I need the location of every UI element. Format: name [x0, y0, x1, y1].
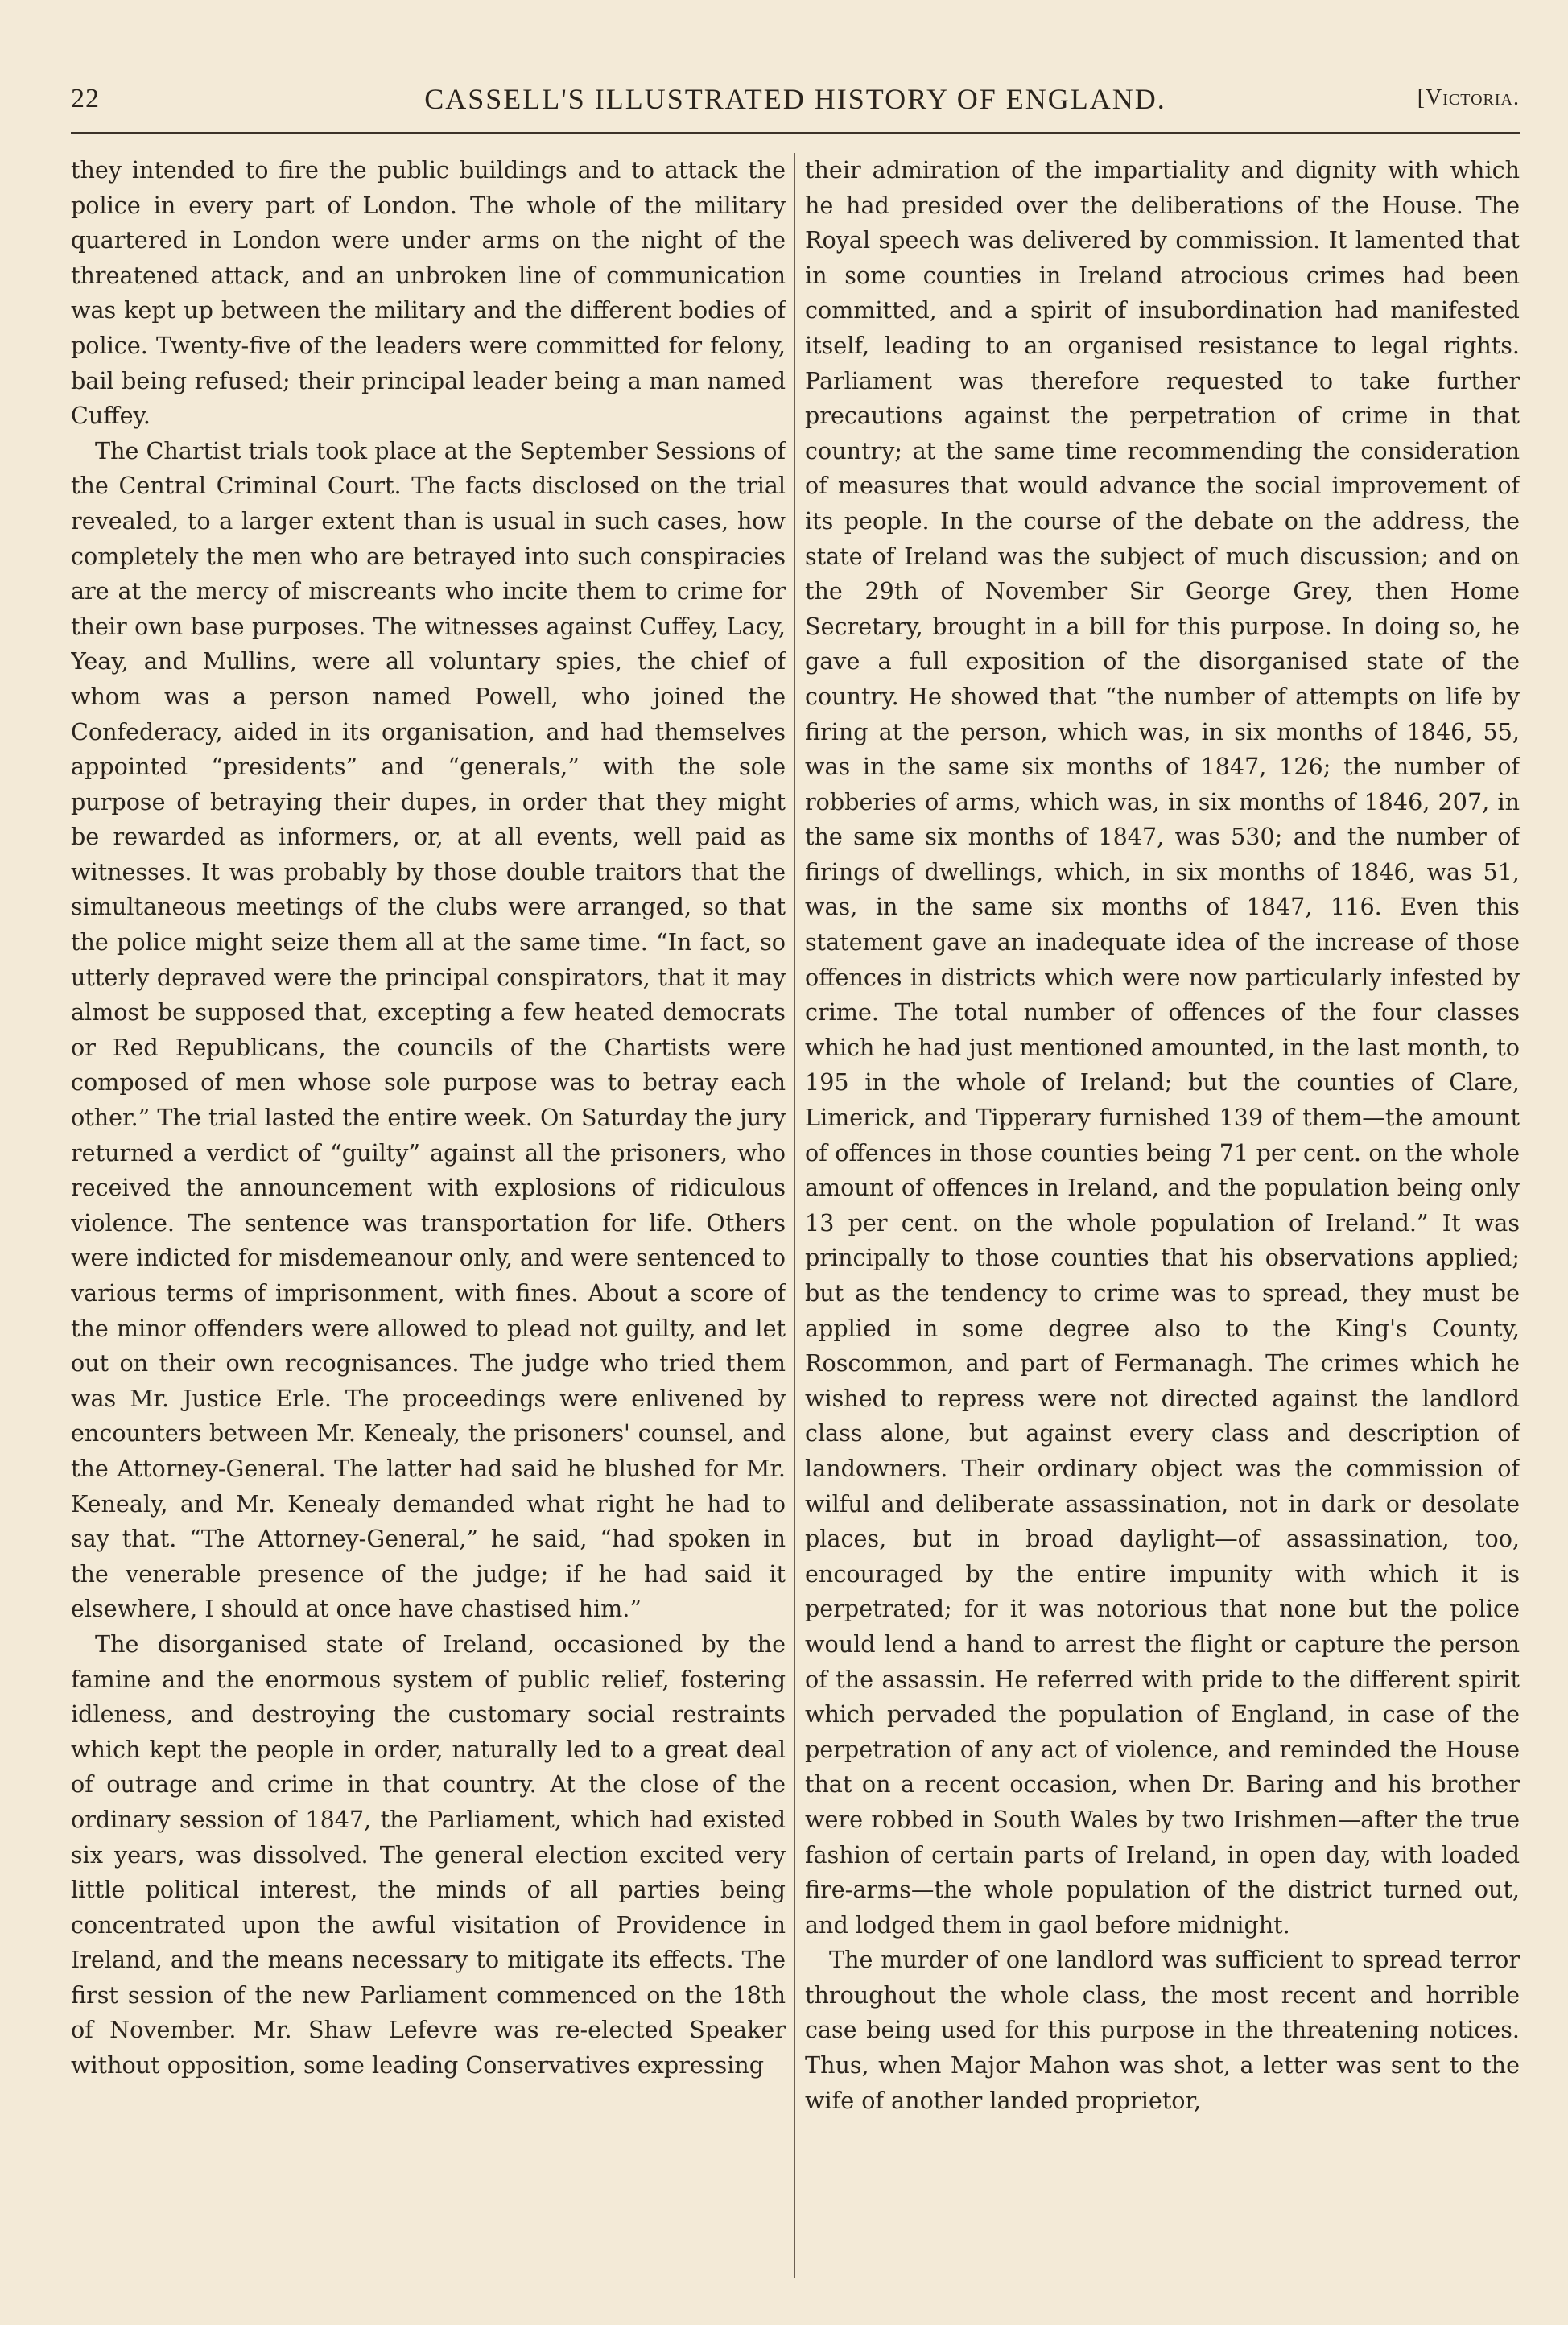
header-rule	[71, 132, 1520, 134]
paragraph: The Chartist trials took place at the September Sessions of the Central Criminal Court. The facts disclosed on the trial revealed, to a larger extent than is usual in such cases, how completely the men who are betrayed into such conspiracies are at the mercy of miscreants who incite them to crime for their own base purposes. The witnesses against Cuffey, Lacy, Yeay, and Mullins, were all voluntary spies, the chief of whom was a person named Powell, who joined the Confederacy, aided in its organisation, and had themselves appointed “presidents” and “generals,” with the sole purpose of betraying their dupes, in order that they might be rewarded as informers, or, at all events, well paid as witnesses. It was probably by those double traitors that the simultaneous meetings of the clubs were arranged, so that the police might seize them all at the same time. “In fact, so utterly depraved were the principal conspirators, that it may almost be supposed that, excepting a few heated democrats or Red Republicans, the councils of the Chartists were composed of men whose sole purpose was to betray each other.” The trial lasted the entire week. On Saturday the jury returned a verdict of “guilty” against all the prisoners, who received the announcement with explosions of ridiculous violence. The sentence was transportation for life. Others were indicted for misdemeanour only, and were sentenced to various terms of imprisonment, with fines. About a score of the minor offenders were allowed to plead not guilty, and let out on their own recognisances. The judge who tried them was Mr. Justice Erle. The proceedings were enlivened by encounters between Mr. Kenealy, the prisoners' counsel, and the Attorney-General. The latter had said he blushed for Mr. Kenealy, and Mr. Kenealy demanded what right he had to say that. “The Attorney-General,” he said, “had spoken in the venerable presence of the judge; if he had said it elsewhere, I should at once have chastised him.”	[71, 436, 786, 1623]
right-column	[805, 153, 1520, 2278]
paragraph: their admiration of the impartiality and dignity with which he had presided over the deliberations of the House. The Royal speech was delivered by commission. It lamented that in some counties in Ireland atrocious crimes had been committed, and a spirit of insubordination had manifested itself, leading to an organised resistance to legal rights. Parliament was therefore requested to take further precautions against the perpetration of crime in that country; at the same time recommending the consideration of measures that would advance the social improvement of its people. In the course of the debate on the address, the state of Ireland was the subject of much discussion; and on the 29th of November Sir George Grey, then Home Secretary, brought in a bill for this purpose. In doing so, he gave a full exposition of the disorganised state of the country. He showed that “the number of attempts on life by firing at the person, which was, in six months of 1846, 55, was in the same six months of 1847, 126; the number of robberies of arms, which was, in six months of 1846, 207, in the same six months of 1847, was 530; and the number of firings of dwellings, which, in six months of 1846, was 51, was, in the same six months of 1847, 116. Even this statement gave an inadequate idea of the increase of those offences in districts which were now particularly infested by crime. The total number of offences of the four classes which he had just mentioned amounted, in the last month, to 195 in the whole of Ireland; but the counties of Clare, Limerick, and Tipperary furnished 139 of them—the amount of offences in those counties being 71 per cent. on the whole amount of offences in Ireland, and the population being only 13 per cent. on the whole population of Ireland.” It was principally to those counties that his observations applied; but as the tendency to crime was to spread, they must be applied in some degree also to the King's County, Roscommon, and part of Fermanagh. The crimes which he wished to repress were not directed against the landlord class alone, but against every class and description of landowners. Their ordinary object was the commission of wilful and deliberate assassination, not in dark or desolate places, but in broad daylight—of assassination, too, encouraged by the entire impunity with which it is perpetrated; for it was notorious that none but the police would lend a hand to arrest the flight or capture the person of the assassin. He referred with pride to the different spirit which pervaded the population of England, in case of the perpetration of any act of violence, and reminded the House that on a recent occasion, when Dr. Baring and his brother were robbed in South Wales by two Irishmen—after the true fashion of certain parts of Ireland, in open day, with loaded fire-arms—the whole population of the district turned out, and lodged them in gaol before midnight.	[805, 156, 1520, 1939]
running-header	[71, 81, 1520, 129]
column-divider	[794, 153, 795, 2278]
paragraph: The murder of one landlord was sufficient to spread terror throughout the whole class, the most recent and horrible case being used for this purpose in the threatening notices. Thus, when Major Mahon was shot, a letter was sent to the wife of another landed proprietor,	[805, 1946, 1520, 2114]
paragraph: The disorganised state of Ireland, occasioned by the famine and the enormous system of public relief, fostering idleness, and destroying the customary social restraints which kept the people in order, naturally led to a great deal of outrage and crime in that country. At the close of the ordinary session of 1847, the Parliament, which had existed six years, was dissolved. The general election excited very little political interest, the minds of all parties being concentrated upon the awful visitation of Providence in Ireland, and the means necessary to mitigate its effects. The first session of the new Parliament commenced on the 18th of November. Mr. Shaw Lefevre was re-elected Speaker without opposition, some leading Conservatives expressing	[71, 1629, 786, 2079]
paragraph: they intended to fire the public buildings and to attack the police in every part of London. The whole of the military quartered in London were under arms on the night of the threatened attack, and an unbroken line of communication was kept up between the military and the different bodies of police. Twenty-five of the leaders were committed for felony, bail being refused; their principal leader being a man named Cuffey.	[71, 156, 786, 430]
section-tag: [Victoria.	[1417, 85, 1520, 110]
running-title: CASSELL'S ILLUSTRATED HISTORY OF ENGLAND.	[424, 83, 1166, 115]
page-number: 22	[71, 84, 100, 114]
left-column	[71, 153, 786, 2278]
book-page	[71, 81, 1520, 2286]
